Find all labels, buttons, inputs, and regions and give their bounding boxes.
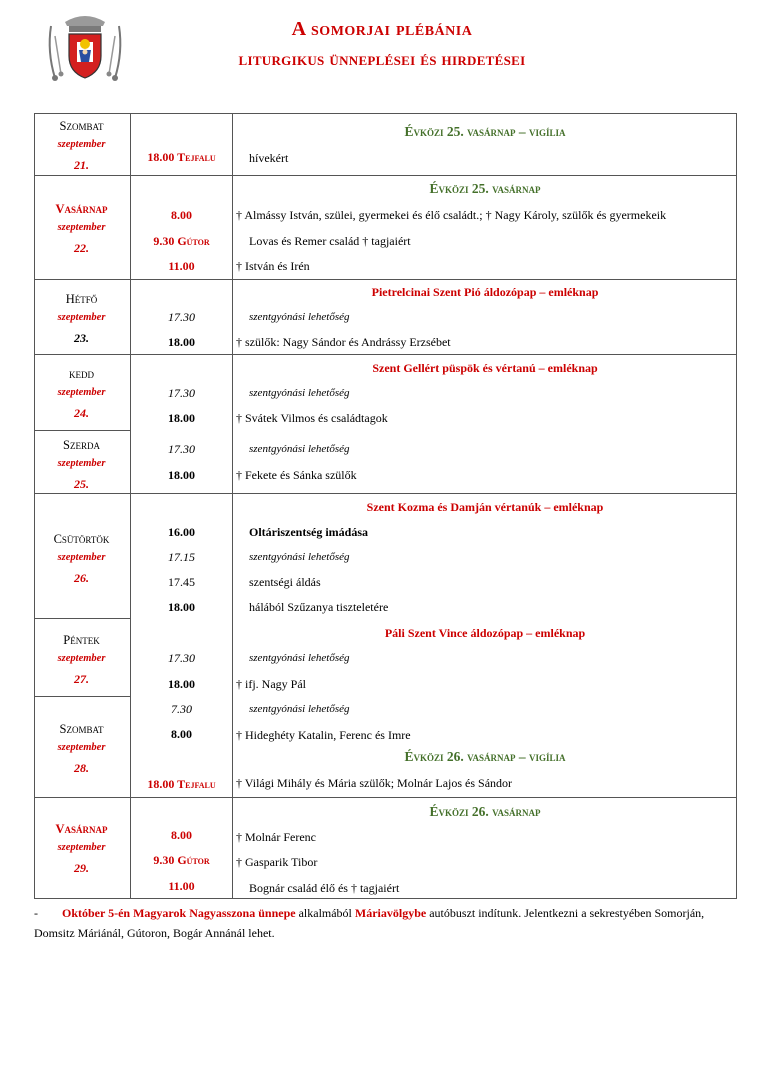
mass-intention: szentgyónási lehetőség	[249, 551, 350, 563]
date-label: 28.	[74, 761, 89, 775]
mass-intention: † Világi Mihály és Mária szülők; Molnár Lajos és Sándor	[236, 776, 513, 790]
page-subtitle: liturgikus ünneplései és hirdetései	[238, 49, 526, 69]
day-label: Szombat	[59, 119, 104, 133]
mass-time: 17.30	[168, 651, 195, 665]
date-label: 22.	[74, 241, 89, 255]
day-label: kedd	[69, 367, 94, 381]
day-label: Hétfő	[65, 292, 98, 306]
mass-time: 17.45	[168, 575, 195, 589]
mass-time: 17.15	[168, 550, 195, 564]
mass-time: 18.00	[168, 335, 195, 349]
mass-time: 8.00	[171, 727, 192, 741]
mass-time: 11.00	[168, 259, 195, 273]
celebration-heading: Szent Kozma és Damján vértanúk – emléknap	[366, 500, 604, 514]
bullet-dash: -	[34, 906, 38, 920]
mass-intention: † ifj. Nagy Pál	[236, 677, 306, 691]
day-label: Vasárnap	[55, 202, 108, 216]
mass-intention: † Molnár Ferenc	[236, 830, 316, 844]
mass-intention: † Hideghéty Katalin, Ferenc és Imre	[236, 728, 411, 742]
day-label: Szombat	[59, 722, 104, 736]
celebration-heading: Évközi 26. vasárnap – vigília	[404, 749, 566, 764]
mass-time: 18.00 Tejfalu	[147, 150, 216, 164]
mass-intention: † Almássy István, szülei, gyermekei és élő családt.; † Nagy Károly, szülők és gyermekeik	[236, 208, 667, 222]
day-label: Csütörtök	[53, 532, 110, 546]
announcement-highlight: Október 5-én Magyarok Nagyasszona ünnepe	[62, 906, 296, 920]
month-label: szeptember	[57, 458, 106, 469]
date-label: 27.	[74, 672, 89, 686]
month-label: szeptember	[57, 387, 106, 398]
celebration-heading: Szent Gellért püspök és vértanú – emléknap	[372, 361, 598, 375]
date-label: 24.	[74, 406, 89, 420]
day-label: Vasárnap	[55, 822, 108, 836]
mass-time: 18.00	[168, 600, 195, 614]
mass-intention: † Svátek Vilmos és családtagok	[236, 411, 388, 425]
month-label: szeptember	[57, 222, 106, 233]
announcement-highlight: Máriavölgybe	[354, 906, 427, 920]
date-label: 25.	[74, 477, 89, 491]
mass-intention: szentgyónási lehetőség	[249, 311, 350, 323]
mass-time: 17.30	[168, 442, 195, 456]
mass-intention: szentgyónási lehetőség	[249, 443, 350, 455]
month-label: szeptember	[57, 139, 106, 150]
mass-intention: † Fekete és Sánka szülők	[236, 468, 357, 482]
celebration-heading: Évközi 26. vasárnap	[429, 804, 541, 819]
month-label: szeptember	[57, 842, 106, 853]
mass-intention: szentgyónási lehetőség	[249, 387, 350, 399]
page-title: A somorjai plébánia	[291, 18, 473, 40]
celebration-heading: Pietrelcinai Szent Pió áldozópap – emléknap	[371, 285, 599, 299]
mass-time: 16.00	[168, 525, 195, 539]
parish-coat-of-arms-logo	[45, 12, 125, 84]
mass-time: 11.00	[168, 879, 195, 893]
mass-time: 7.30	[171, 702, 192, 716]
mass-intention: szentgyónási lehetőség	[249, 703, 350, 715]
month-label: szeptember	[57, 742, 106, 753]
mass-intention: † szülők: Nagy Sándor és Andrássy Erzsébet	[236, 335, 451, 349]
celebration-heading: Évközi 25. vasárnap	[429, 181, 541, 196]
month-label: szeptember	[57, 312, 106, 323]
mass-intention: Oltáriszentség imádása	[249, 525, 368, 539]
mass-intention: szentségi áldás	[249, 575, 321, 589]
day-label: Szerda	[63, 438, 100, 452]
celebration-heading: Páli Szent Vince áldozópap – emléknap	[384, 626, 586, 640]
mass-intention: szentgyónási lehetőség	[249, 652, 350, 664]
mass-time: 9.30 Gútor	[153, 853, 210, 867]
mass-intention: † István és Irén	[236, 259, 310, 273]
mass-time: 17.30	[168, 310, 195, 324]
mass-intention: Bognár család élő és † tagjaiért	[249, 881, 400, 895]
mass-time: 9.30 Gútor	[153, 234, 210, 248]
announcement-text: autóbuszt indítunk. Jelentkezni a sekrestyében Somorján, Domsitz Máriánál, Gútoron, Bogár Annánál lehet.	[34, 906, 705, 940]
date-label: 21.	[74, 158, 89, 172]
mass-time: 18.00	[168, 468, 195, 482]
date-label: 29.	[74, 861, 89, 875]
mass-time: 8.00	[171, 828, 192, 842]
announcement-text: alkalmából	[295, 906, 355, 920]
mass-time: 18.00 Tejfalu	[147, 777, 216, 791]
mass-intention: Lovas és Remer család † tagjaiért	[249, 234, 411, 248]
celebration-heading: Évközi 25. vasárnap – vigília	[404, 124, 566, 139]
day-label: Péntek	[63, 633, 100, 647]
month-label: szeptember	[57, 653, 106, 664]
mass-intention: † Gasparik Tibor	[236, 855, 318, 869]
mass-time: 8.00	[171, 208, 192, 222]
mass-time: 18.00	[168, 677, 195, 691]
mass-intention: hívekért	[249, 151, 289, 165]
date-label: 23.	[74, 331, 89, 345]
announcement-note	[34, 903, 746, 943]
mass-time: 17.30	[168, 386, 195, 400]
mass-intention: hálából Szűzanya tiszteletére	[249, 600, 389, 614]
mass-time: 18.00	[168, 411, 195, 425]
month-label: szeptember	[57, 552, 106, 563]
date-label: 26.	[74, 571, 89, 585]
